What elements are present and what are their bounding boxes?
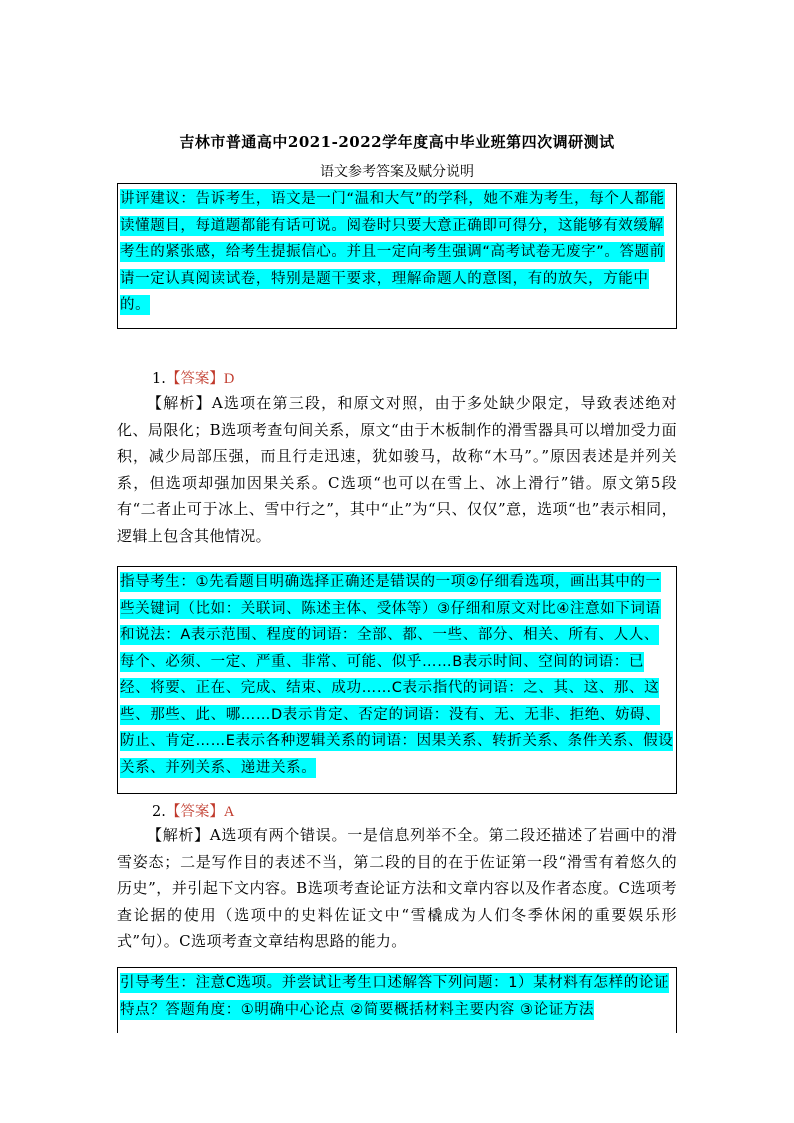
- q1-answer: [152, 367, 234, 388]
- q2-analysis: 【解析】A选项有两个错误。一是信息列举不全。第二段还描述了岩画中的滑雪姿态；二是写作目的表述不当，第二段的目的在于佐证第一段“滑雪有着悠久的历史”，并引起下文内容。B选项考查论证方法和文章内容以及作者态度。C选项考查论据的使用（选项中的史料佐证文中“雪橇成为人们冬季休闲的重要娱乐形式”句）。C选项考查文章结构思路的能力。: [117, 826, 677, 950]
- q1-answer-value: D: [223, 371, 235, 387]
- q1-number: 1.: [152, 371, 166, 387]
- q1-answer-label: 【答案】: [165, 371, 224, 387]
- q2-guide-text: 引导考生：注意C选项。并尝试让考生口述解答下列问题：1）某材料有怎样的论证特点？答题角度：①明确中心论点 ②简要概括材料主要内容 ③论证方法: [120, 975, 670, 1018]
- q2-guide-box: [117, 967, 677, 1033]
- q1-guide-box: [117, 566, 677, 794]
- q1-guide-text: 指导考生：①先看题目明确选择正确还是错误的一项②仔细看选项，画出其中的一些关键词（比如：关联词、陈述主体、受体等）③仔细和原文对比④注意如下词语和说法：A表示范围、程度的词语：全部、都、一些、部分、相关、所有、人人、每个、必须、一定、严重、非常、可能、似乎……B表示时间、空间的词语：已经、将要、正在、完成、结束、成功……C表示指代的词语：之、其、这、那、这些、那些、此、哪……D表示肯定、否定的词语：没有、无、无非、拒绝、妨碍、防止、肯定……E表示各种逻辑关系的词语：因果关系、转折关系、条件关系、假设关系、并列关系、递进关系。: [120, 574, 674, 776]
- q2-answer-value: A: [223, 804, 235, 820]
- intro-note-text: 讲评建议：告诉考生，语文是一门“温和大气”的学科，她不难为考生，每个人都能读懂题目，每道题都能有话可说。阅卷时只要大意正确即可得分，这能够有效缓解考生的紧张感，给考生提振信心。并且一定向考生强调“高考试卷无废字”。答题前请一定认真阅读试卷，特别是题干要求，理解命题人的意图，有的放矢，方能中的。: [120, 191, 665, 313]
- intro-note-box: [117, 183, 677, 329]
- document-title: 吉林市普通高中2021-2022学年度高中毕业班第四次调研测试: [179, 133, 615, 151]
- q2-answer-label: 【答案】: [165, 804, 224, 820]
- q2-number: 2.: [152, 804, 166, 820]
- q2-answer: [152, 800, 234, 821]
- q1-analysis: 【解析】A选项在第三段，和原文对照，由于多处缺少限定，导致表述绝对化、局限化；B选项考查句间关系，原文“由于木板制作的滑雪器具可以增加受力面积，减少局部压强，而且行走迅速，犹如骏马，故称“木马”。”原因表述是并列关系，但选项却强加因果关系。C选项“也可以在雪上、冰上滑行”错。原文第5段有“二者止可于冰上、雪中行之”，其中“止”为“只、仅仅”意，选项“也”表示相同，逻辑上包含其他情况。: [117, 394, 677, 545]
- document-subtitle: 语文参考答案及赋分说明: [320, 164, 474, 180]
